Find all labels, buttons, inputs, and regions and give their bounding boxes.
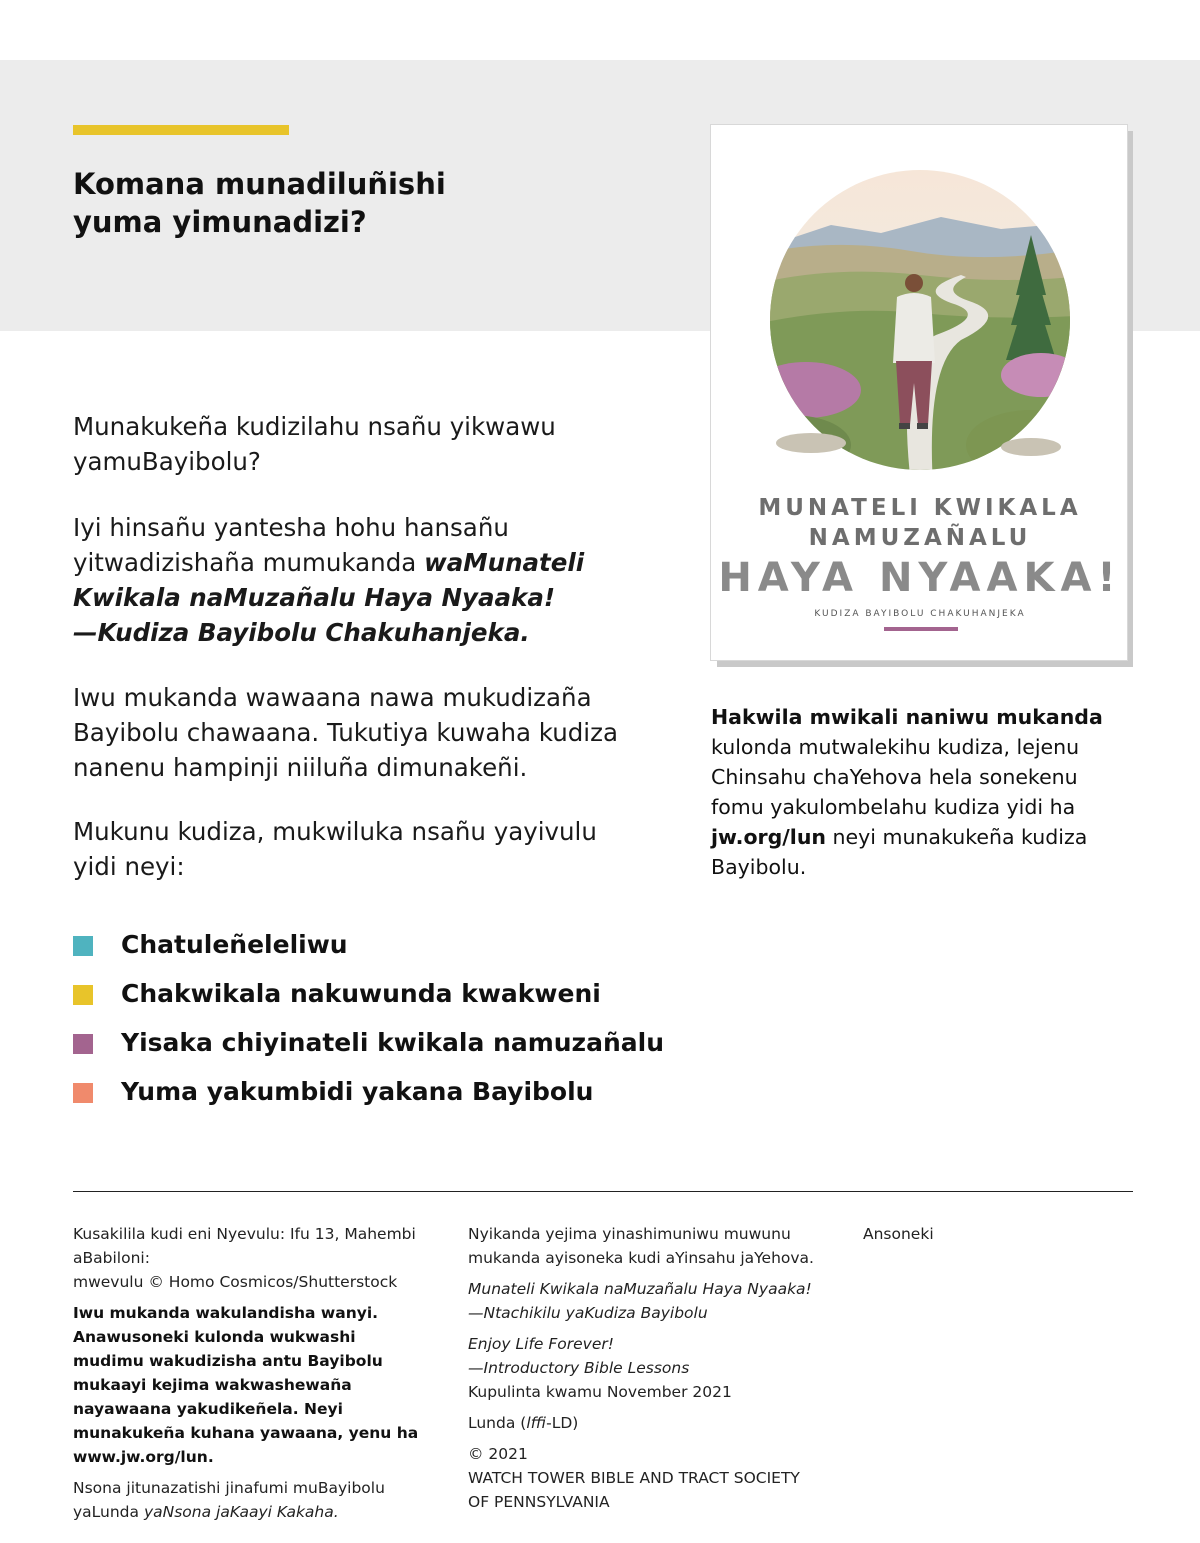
language-label: Lunda ( — [468, 1414, 527, 1432]
request-study-end: neyi munakukeña kudiza Bayibolu. — [711, 825, 1088, 879]
book-paragraph — [73, 510, 648, 650]
scripture-note-text: Nsona jitunazatishi jinafumi muBayibolu yaLunda — [73, 1479, 385, 1521]
topic-item — [73, 926, 673, 975]
credits-line: Kusakilila kudi eni Nyevulu: Ifu 13, Mahembi aBabiloni: — [73, 1225, 416, 1267]
title-english-main: Enjoy Life Forever! — [468, 1335, 614, 1353]
footer-column-publication — [468, 1222, 843, 1521]
cover-illustration — [711, 125, 1128, 505]
cover-title-line3: HAYA NYAAKA! — [718, 555, 1122, 601]
book-cover — [710, 124, 1128, 661]
website-link[interactable]: jw.org/lun — [711, 825, 827, 849]
title-lunda — [468, 1277, 843, 1325]
topic-label: Chakwikala nakuwunda kwakweni — [121, 979, 601, 1008]
credits-text — [73, 1222, 428, 1294]
title-lunda-sub: —Ntachikilu yaKudiza Bayibolu — [468, 1304, 708, 1322]
copyright — [468, 1442, 843, 1514]
publisher-note: Nyikanda yejima yinashimuniwu muwunu mukanda ayisoneka kudi aYinsahu jaYehova. — [468, 1225, 814, 1267]
cover-accent-line — [884, 627, 958, 631]
language-suffix: -LD) — [546, 1414, 579, 1432]
topic-label: Chatuleñeleliwu — [121, 930, 348, 959]
footer-divider — [73, 1191, 1133, 1192]
request-study-bold: Hakwila mwikali naniwu mukanda — [711, 705, 1103, 729]
book-title-emphasis: waMunateli Kwikala naMuzañalu Haya Nyaaka! — [73, 548, 585, 612]
bullet-square-icon — [73, 985, 93, 1005]
request-study-body: kulonda mutwalekihu kudiza, lejenu Chinsahu chaYehova hela sonekenu fomu yakulombelahu kudiza yidi ha — [711, 735, 1080, 819]
language-code — [468, 1411, 843, 1435]
title-english — [468, 1332, 843, 1404]
not-for-sale-notice: Iwu mukanda wakulandisha wanyi. Anawusoneki kulonda wukwashi mudimu wakudizisha antu Bayibolu mukaayi kejima wakwashewaña nayawaana yakudikeñela. Neyi munakukeña kuhana yawaana, yenu ha www.jw.org/lun. — [73, 1304, 419, 1466]
bullet-square-icon — [73, 1034, 93, 1054]
accent-bar — [73, 125, 289, 135]
topic-item — [73, 1073, 673, 1122]
scripture-note-version: yaNsona jaKaayi Kakaha. — [143, 1503, 339, 1521]
bullet-square-icon — [73, 936, 93, 956]
bullet-square-icon — [73, 1083, 93, 1103]
title-lunda-main: Munateli Kwikala naMuzañalu Haya Nyaaka! — [468, 1280, 812, 1298]
topic-item — [73, 975, 673, 1024]
topic-label: Yuma yakumbidi yakana Bayibolu — [121, 1077, 594, 1106]
cover-title-line1: MUNATELI KWIKALA — [758, 495, 1082, 521]
footer-column-credits — [73, 1222, 428, 1531]
topic-list — [73, 926, 673, 1122]
footer-column-publishers — [863, 1222, 1063, 1253]
copyright-org: OF PENNSYLVANIA — [468, 1493, 610, 1511]
topic-item — [73, 1024, 673, 1073]
copyright-year: © 2021 — [468, 1445, 528, 1463]
book-paragraph-text: Iyi hinsañu yantesha hohu hansañu yitwadizishaña mumukanda — [73, 513, 509, 577]
topic-label: Yisaka chiyinateli kwikala namuzañalu — [121, 1028, 664, 1057]
scripture-note — [73, 1476, 428, 1524]
topics-intro-paragraph: Mukunu kudiza, mukwiluka nsañu yayivulu yidi neyi: — [73, 817, 597, 881]
publishers-label: Ansoneki — [863, 1225, 934, 1243]
language-symbol: lffi — [526, 1414, 547, 1432]
request-study-text — [711, 702, 1131, 882]
title-english-sub: —Introductory Bible Lessons — [468, 1359, 690, 1377]
book-subtitle-emphasis: —Kudiza Bayibolu Chakuhanjeka. — [73, 618, 530, 647]
description-paragraph: Iwu mukanda wawaana nawa mukudizaña Bayibolu chawaana. Tukutiya kuwaha kudiza nanenu hampinji niiluña dimunakeñi. — [73, 683, 618, 782]
credits-line: mwevulu © Homo Cosmicos/Shutterstock — [73, 1273, 398, 1291]
page-title: Komana munadiluñishi yuma yimunadizi? — [73, 167, 446, 239]
cover-title-line2: NAMUZAÑALU — [808, 525, 1032, 551]
print-date: Kupulinta kwamu November 2021 — [468, 1383, 732, 1401]
cover-subtitle: KUDIZA BAYIBOLU CHAKUHANJEKA — [814, 609, 1026, 619]
intro-paragraph: Munakukeña kudizilahu nsañu yikwawu yamuBayibolu? — [73, 412, 556, 476]
copyright-org: WATCH TOWER BIBLE AND TRACT SOCIETY — [468, 1469, 800, 1487]
